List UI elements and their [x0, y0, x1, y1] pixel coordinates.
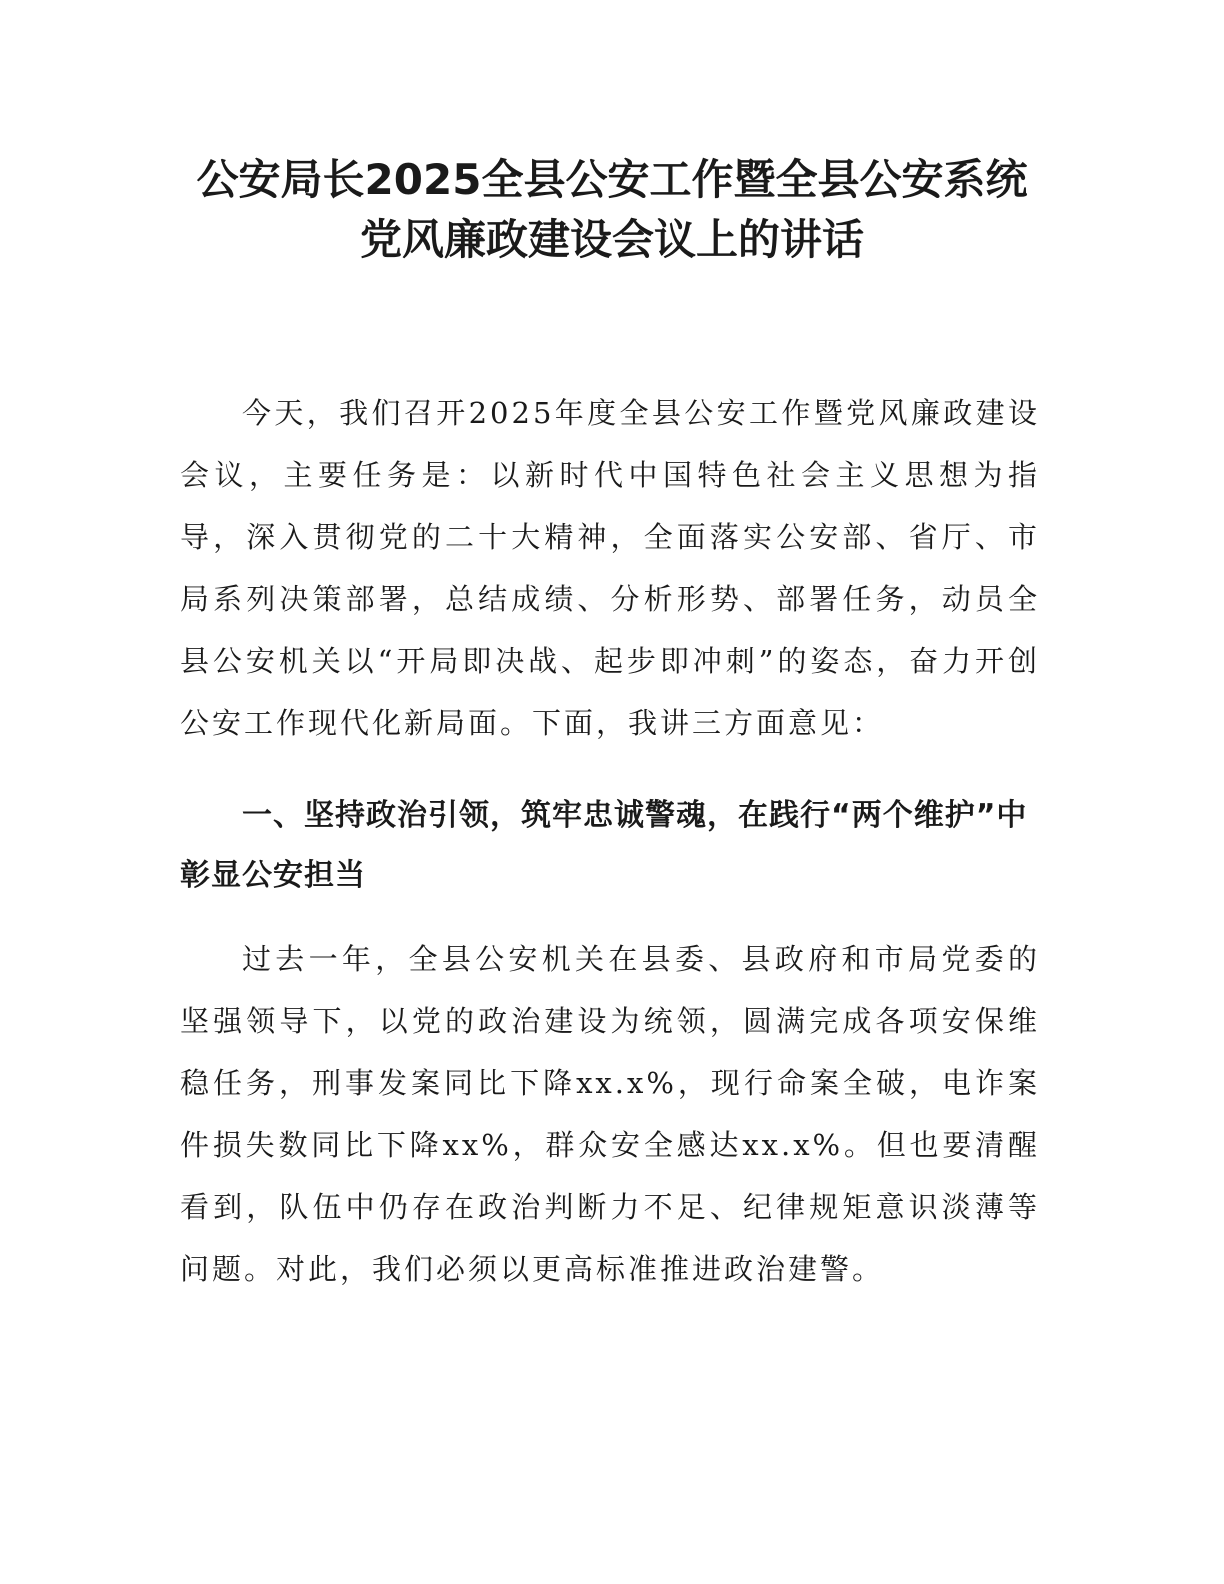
intro-paragraph: 今天，我们召开2025年度全县公安工作暨党风廉政建设会议，主要任务是：以新时代中国特色社会主义思想为指导，深入贯彻党的二十大精神，全面落实公安部、省厅、市局系列决策部署，总结成绩、分析形势、部署任务，动员全县公安机关以“开局即决战、起步即冲刺”的姿态，奋力开创公安工作现代化新局面。下面，我讲三方面意见： [180, 396, 1040, 740]
body-paragraph: 过去一年，全县公安机关在县委、县政府和市局党委的坚强领导下，以党的政治建设为统领，圆满完成各项安保维稳任务，刑事发案同比下降xx.x%，现行命案全破，电诈案件损失数同比下降xx%，群众安全感达xx.x%。但也要清醒看到，队伍中仍存在政治判断力不足、纪律规矩意识淡薄等问题。对此，我们必须以更高标准推进政治建警。 [180, 942, 1040, 1286]
title-line-2: 党风廉政建设会议上的讲话 [359, 215, 864, 264]
document-title [150, 150, 1074, 270]
section-heading-1: 一、坚持政治引领，筑牢忠诚警魂，在践行“两个维护”中彰显公安担当 [180, 798, 1028, 893]
title-line-1: 公安局长2025全县公安工作暨全县公安系统 [196, 155, 1028, 204]
